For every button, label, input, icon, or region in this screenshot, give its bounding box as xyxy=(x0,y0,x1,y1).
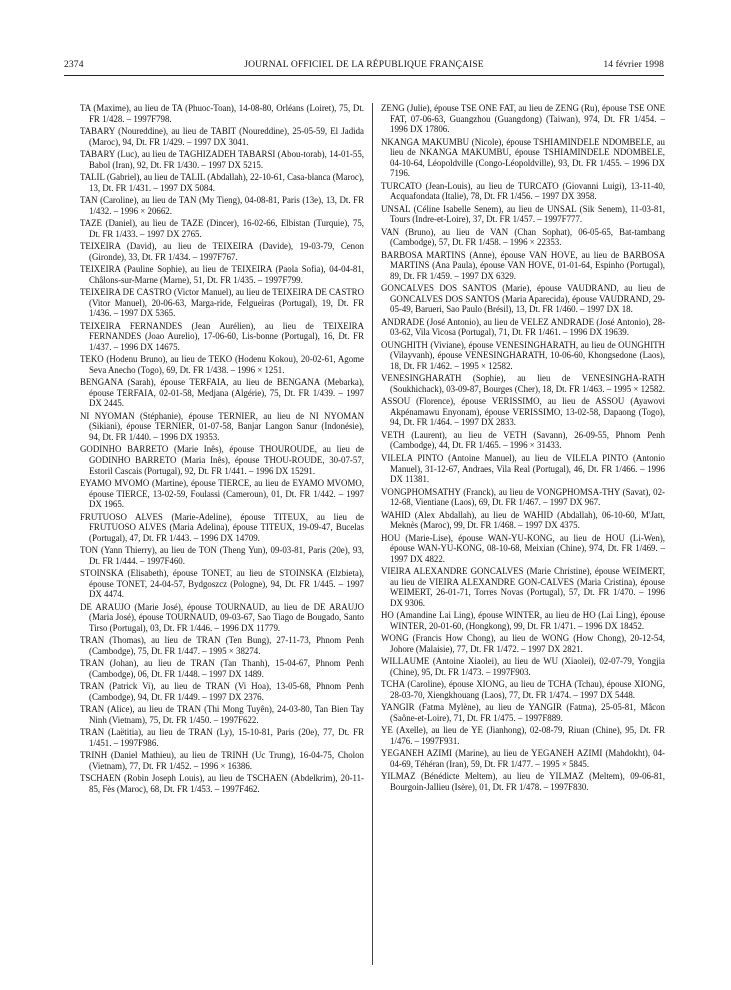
name-change-entry: STOINSKA (Elisabeth), épouse TONET, au lieu de STOINSKA (Elzbieta), épouse TONET, 24-04-57, Bydgoszcz (Pologne), 94, Dt. FR 1/445. – 1997 DX 4474. xyxy=(80,568,364,600)
name-change-entry: FRUTUOSO ALVES (Marie-Adeline), épouse TITEUX, au lieu de FRUTUOSO ALVES (Maria Adelina), épouse TITEUX, 19-09-47, Bucelas (Portugal), 47, Dt. FR 1/443. – 1996 DX 14709. xyxy=(80,511,364,543)
name-change-entry: ANDRADE (José Antonio), au lieu de VELEZ ANDRADE (José Antonio), 28-03-62, Vila Vicosa (Portugal), 71, Dt. FR 1/461. – 1996 DX 19639. xyxy=(381,316,665,338)
name-change-entry: TEIXEIRA FERNANDES (Jean Aurélien), au lieu de TEIXEIRA FERNANDES (Joao Aurelio), 17-06-60, Lis-bonne (Portugal), 16, Dt. FR 1/437. – 1996 DX 14675. xyxy=(80,320,364,352)
name-change-entry: BENGANA (Sarah), épouse TERFAIA, au lieu de BENGANA (Mebarka), épouse TERFAIA, 02-01-58, Medjana (Algérie), 75, Dt. FR 1/439. – 1997 DX 2445. xyxy=(80,377,364,409)
name-change-entry: TRAN (Patrick Vi), au lieu de TRAN (Vi Hoa), 13-05-68, Phnom Penh (Cambodge), 94, Dt. FR 1/449. – 1997 DX 2376. xyxy=(80,681,364,702)
name-change-entry: YE (Axelle), au lieu de YE (Jianhong), 02-08-79, Riuan (Chine), 95, Dt. FR 1/476. – 1997F931. xyxy=(381,725,665,746)
name-change-entry: TSCHAEN (Robin Joseph Louis), au lieu de TSCHAEN (Abdelkrim), 20-11-85, Fès (Maroc), 68, Dt. FR 1/453. – 1997F462. xyxy=(80,773,364,794)
name-change-entry: TAN (Caroline), au lieu de TAN (My Tieng), 04-08-81, Paris (13e), 13, Dt. FR 1/432. – 1996 × 20662. xyxy=(80,195,364,216)
name-change-entry: TEKO (Hodenu Bruno), au lieu de TEKO (Hodenu Kokou), 20-02-61, Agome Seva Anecho (Togo), 69, Dt. FR 1/438. – 1996 × 1251. xyxy=(80,354,364,375)
header-rule xyxy=(64,75,664,76)
name-change-entry: TON (Yann Thierry), au lieu de TON (Theng Yun), 09-03-81, Paris (20e), 93, Dt. FR 1/444. – 1997F460. xyxy=(80,545,364,566)
page-header xyxy=(64,59,664,73)
name-change-entry: TEIXEIRA (Pauline Sophie), au lieu de TEIXEIRA (Paola Sofia), 04-04-81, Châlons-sur-Marne (Marne), 51, Dt. FR 1/435. – 1997F799. xyxy=(80,264,364,285)
name-change-entry: EYAMO MVOMO (Martine), épouse TIERCE, au lieu de EYAMO MVOMO, épouse TIERCE, 13-02-59, Foulassi (Cameroun), 01, Dt. FR 1/442. – 1997 DX 1965. xyxy=(80,478,364,510)
name-change-entry: ASSOU (Florence), épouse VERISSIMO, au lieu de ASSOU (Ayawovi Akpénamawu Enyonam), épouse VERISSIMO, 13-02-58, Dapaong (Togo), 94, Dt. FR 1/464. – 1997 DX 2833. xyxy=(381,396,665,428)
name-change-entry: TA (Maxime), au lieu de TA (Phuoc-Toan), 14-08-80, Orléans (Loiret), 75, Dt. FR 1/428. – 1997F798. xyxy=(80,103,364,124)
publication-date: 14 février 1998 xyxy=(603,59,664,70)
name-change-entry: VILELA PINTO (Antoine Manuel), au lieu de VILELA PINTO (Antonio Manuel), 31-12-67, Andraes, Vila Real (Portugal), 46, Dt. FR 1/466. – 1996 DX 11381. xyxy=(381,452,665,485)
page-number: 2374 xyxy=(64,59,84,70)
name-change-entry: VETH (Laurent), au lieu de VETH (Savann), 26-09-55, Phnom Penh (Cambodge), 44, Dt. FR 1/465. – 1996 × 31433. xyxy=(381,429,665,451)
name-change-entry: TABARY (Noureddine), au lieu de TABIT (Noureddine), 25-05-59, El Jadida (Maroc), 94, Dt. FR 1/429. – 1997 DX 3041. xyxy=(80,126,364,147)
name-change-entry: DE ARAUJO (Marie José), épouse TOURNAUD, au lieu de DE ARAUJO (Maria José), épouse TOURNAUD, 09-03-67, Sao Tiago de Bougado, Santo Tirso (Portugal), 03, Dt. FR 1/446. – 1996 DX 11779. xyxy=(80,601,364,633)
name-change-entry: GONCALVES DOS SANTOS (Marie), épouse VAUDRAND, au lieu de GONCALVES DOS SANTOS (Maria Aparecida), épouse VAUDRAND, 29-05-49, Barueri, Sao Paulo (Brésil), 13, Dt. FR 1/460. – 1997 DX 18. xyxy=(381,283,665,315)
name-change-entry: ZENG (Julie), épouse TSE ONE FAT, au lieu de ZENG (Ru), épouse TSE ONE FAT, 07-06-63, Guangzhou (Guangdong) (Taiwan), 974, Dt. FR 1/454. – 1996 DX 17806. xyxy=(381,103,665,135)
name-change-entry: TEIXEIRA DE CASTRO (Victor Manuel), au lieu de TEIXEIRA DE CASTRO (Vitor Manuel), 20-06-63, Marga-ride, Felgueiras (Portugal), 19, Dt. FR 1/436. – 1997 DX 5365. xyxy=(80,287,365,319)
name-change-entry: VIEIRA ALEXANDRE GONCALVES (Marie Christine), épouse WEIMERT, au lieu de VIEIRA ALEXANDRE GON-CALVES (Maria Cristina), épouse WEIMERT, 26-01-71, Torres Novas (Portugal), 57, Dt. FR 1/470. – 1996 DX 9306. xyxy=(381,566,665,608)
name-change-entry: YEGANEH AZIMI (Marine), au lieu de YEGANEH AZIMI (Mahdokht), 04-04-69, Téhéran (Iran), 59, Dt. FR 1/477. – 1995 × 5845. xyxy=(381,748,665,769)
name-change-entry: GODINHO BARRETO (Marie Inês), épouse THOUROUDE, au lieu de GODINHO BARRETO (Maria Inês), épouse THOU-ROUDE, 30-07-57, Estoril Cascais (Portugal), 92, Dt. FR 1/441. – 1996 DX 15291. xyxy=(80,444,364,476)
name-change-entry: TRAN (Laëtitia), au lieu de TRAN (Ly), 15-10-81, Paris (20e), 77, Dt. FR 1/451. – 1997F986. xyxy=(80,727,364,748)
right-column xyxy=(381,103,665,794)
name-change-entry: NI NYOMAN (Stéphanie), épouse TERNIER, au lieu de NI NYOMAN (Sikiani), épouse TERNIER, 01-07-58, Banjar Langon Sanur (Indonésie), 94, Dt. FR 1/440. – 1996 DX 19353. xyxy=(80,410,364,442)
column-divider xyxy=(372,103,373,965)
name-change-entry: TRAN (Thomas), au lieu de TRAN (Ten Bung), 27-11-73, Phnom Penh (Cambodge), 75, Dt. FR 1/447. – 1995 × 38274. xyxy=(80,635,364,656)
name-change-entry: TAZE (Daniel), au lieu de TAZE (Dincer), 16-02-66, Elbistan (Turquie), 75, Dt. FR 1/433. – 1997 DX 2765. xyxy=(80,218,364,239)
left-column xyxy=(80,103,364,796)
name-change-entry: TEIXEIRA (David), au lieu de TEIXEIRA (Davide), 19-03-79, Cenon (Gironde), 33, Dt. FR 1/434. – 1997F767. xyxy=(80,241,364,262)
name-change-entry: WILLAUME (Antoine Xiaolei), au lieu de WU (Xiaolei), 02-07-79, Yongjia (Chine), 95, Dt. FR 1/473. – 1997F903. xyxy=(381,656,665,677)
name-change-entry: TCHA (Caroline), épouse XIONG, au lieu de TCHA (Tchau), épouse XIONG, 28-03-70, Xiengkhouang (Laos), 77, Dt. FR 1/474. – 1997 DX 5448. xyxy=(381,679,665,700)
name-change-entry: TRAN (Alice), au lieu de TRAN (Thi Mong Tuyên), 24-03-80, Tan Bien Tay Ninh (Vietnam), 75, Dt. FR 1/450. – 1997F622. xyxy=(80,704,364,725)
name-change-entry: VENESINGHARATH (Sophie), au lieu de VENESINGHA-RATH (Soukhichack), 03-09-87, Bourges (Cher), 18, Dt. FR 1/463. – 1995 × 12582. xyxy=(381,373,666,394)
name-change-entry: NKANGA MAKUMBU (Nicole), épouse TSHIAMINDELE NDOMBELE, au lieu de NKANGA MAKUMBU, épouse TSHIAMINDELE NDOMBELE, 04-10-64, Léopoldville (Congo-Léopoldville), 93, Dt. FR 1/455. – 1996 DX 7196. xyxy=(381,136,665,179)
name-change-entry: HO (Amandine Lai Ling), épouse WINTER, au lieu de HO (Lai Ling), épouse WINTER, 20-01-60, (Hongkong), 99, Dt. FR 1/471. – 1996 DX 18452. xyxy=(381,610,665,631)
name-change-entry: TRINH (Daniel Mathieu), au lieu de TRINH (Uc Trung), 16-04-75, Cholon (Vietnam), 77, Dt. FR 1/452. – 1996 × 16386. xyxy=(80,750,364,771)
name-change-entry: VAN (Bruno), au lieu de VAN (Chan Sophat), 06-05-65, Bat-tambang (Cambodge), 57, Dt. FR 1/458. – 1996 × 22353. xyxy=(381,226,665,248)
name-change-entry: VONGPHOMSATHY (Franck), au lieu de VONGPHOMSA-THY (Savat), 02-12-68, Vientiane (Laos), 69, Dt. FR 1/467. – 1997 DX 967. xyxy=(381,486,665,508)
name-change-entry: TABARY (Luc), au lieu de TAGHIZADEH TABARSI (Abou-torab), 14-01-55, Babol (Iran), 92, Dt. FR 1/430. – 1997 DX 5215. xyxy=(80,149,364,170)
name-change-entry: YANGIR (Fatma Mylène), au lieu de YANGIR (Fatma), 25-05-81, Mâcon (Saône-et-Loire), 71, Dt. FR 1/475. – 1997F889. xyxy=(381,702,665,723)
name-change-entry: BARBOSA MARTINS (Anne), épouse VAN HOVE, au lieu de BARBOSA MARTINS (Ana Paula), épouse VAN HOVE, 01-01-64, Espinho (Portugal), 89, Dt. FR 1/459. – 1997 DX 6329. xyxy=(381,249,665,281)
name-change-entry: UNSAL (Céline Isabelle Senem), au lieu de UNSAL (Sik Senem), 11-03-81, Tours (Indre-et-Loire), 37, Dt. FR 1/457. – 1997F777. xyxy=(381,203,665,225)
name-change-entry: OUNGHITH (Viviane), épouse VENESINGHARATH, au lieu de OUNGHITH (Vilayvanh), épouse VENESINGHARATH, 10-06-60, Khongsedone (Laos), 18, Dt. FR 1/462. – 1995 × 12582. xyxy=(381,339,665,371)
journal-title: JOURNAL OFFICIEL DE LA RÉPUBLIQUE FRANÇAISE xyxy=(244,59,484,70)
name-change-entry: WONG (Francis How Chong), au lieu de WONG (How Chong), 20-12-54, Johore (Malaisie), 77, Dt. FR 1/472. – 1997 DX 2821. xyxy=(381,633,665,654)
name-change-entry: HOU (Marie-Lise), épouse WAN-YU-KONG, au lieu de HOU (Li-Wen), épouse WAN-YU-KONG, 08-10-68, Meixian (Chine), 974, Dt. FR 1/469. – 1997 DX 4822. xyxy=(381,532,665,564)
name-change-entry: TALIL (Gabriel), au lieu de TALIL (Abdallah), 22-10-61, Casa-blanca (Maroc), 13, Dt. FR 1/431. – 1997 DX 5084. xyxy=(80,172,364,193)
name-change-entry: YILMAZ (Bénédicte Meltem), au lieu de YILMAZ (Meltem), 09-06-81, Bourgoin-Jallieu (Isère), 01, Dt. FR 1/478. – 1997F830. xyxy=(381,771,665,792)
name-change-entry: TURCATO (Jean-Louis), au lieu de TURCATO (Giovanni Luigi), 13-11-40, Acquafondata (Italie), 78, Dt. FR 1/456. – 1997 DX 3958. xyxy=(381,180,665,202)
name-change-entry: TRAN (Johan), au lieu de TRAN (Tan Thanh), 15-04-67, Phnom Penh (Cambodge), 06, Dt. FR 1/448. – 1997 DX 1489. xyxy=(80,658,364,679)
name-change-entry: WAHID (Alex Abdallah), au lieu de WAHID (Abdallah), 06-10-60, M'Jatt, Meknès (Maroc), 99, Dt. FR 1/468. – 1997 DX 4375. xyxy=(381,509,665,531)
